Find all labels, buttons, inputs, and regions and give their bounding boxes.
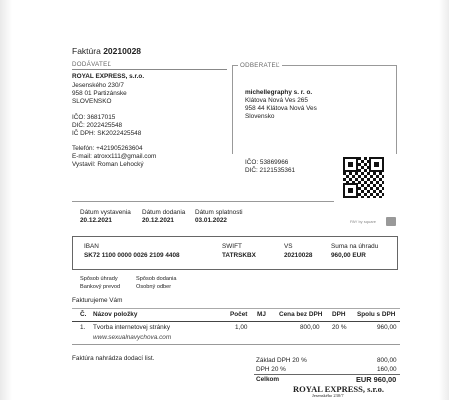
invoice-title: Faktúra 20210028 xyxy=(72,46,142,56)
due-date: 03.01.2022 xyxy=(195,217,227,224)
invoice-number: 20210028 xyxy=(103,46,142,56)
due-date-label: Dátum splatnosti xyxy=(195,209,243,216)
page-shadow-left xyxy=(0,0,12,400)
delivery-method-label: Spôsob dodania xyxy=(136,276,177,282)
row-vat: 20 % xyxy=(332,324,347,331)
vat-value: 160,00 xyxy=(377,366,397,373)
supplier-icdph: IČ DPH: SK2022425548 xyxy=(72,130,142,137)
supplier-issued-by: Vystavil: Roman Lehocký xyxy=(72,161,144,168)
delivery-date-label: Dátum dodania xyxy=(142,209,186,216)
supplier-name: ROYAL EXPRESS, s.r.o. xyxy=(72,73,145,80)
supplier-country: SLOVENSKO xyxy=(72,98,112,105)
row-price: 800,00 xyxy=(300,324,320,331)
col-total: Spolu s DPH xyxy=(357,311,396,318)
customer-country: Slovensko xyxy=(245,113,275,120)
delivery-note: Faktúra nahrádza dodací list. xyxy=(72,355,155,362)
dates-divider xyxy=(72,201,334,202)
table-bottom-line xyxy=(72,344,400,345)
supplier-email: E-mail: atroxx111@gmail.com xyxy=(72,153,157,160)
amount-label: Suma na úhradu xyxy=(331,243,379,250)
supplier-street: Jesenského 230/7 xyxy=(72,82,124,89)
customer-ico: IČO: 53869966 xyxy=(245,159,289,166)
qr-code xyxy=(343,157,384,198)
customer-street: Klátova Nová Ves 265 xyxy=(245,97,308,104)
row-qty: 1,00 xyxy=(235,324,248,331)
company-stamp-address: Jesenského 230/7 xyxy=(312,393,344,398)
swift-label: SWIFT xyxy=(222,243,242,250)
delivery-method: Osobný odber xyxy=(136,284,172,290)
vs-value: 20210028 xyxy=(284,252,313,259)
vat-label: DPH 20 % xyxy=(256,366,286,373)
col-no: Č. xyxy=(80,311,87,318)
col-qty: Počet xyxy=(230,311,248,318)
issue-date: 20.12.2021 xyxy=(80,217,112,224)
iban-value: SK72 1100 0000 0026 2109 4408 xyxy=(84,252,180,259)
iban-label: IBAN xyxy=(84,243,99,250)
supplier-ico: IČO: 36817015 xyxy=(72,114,116,121)
row-subtext: www.sexualnavychova.com xyxy=(93,334,172,341)
page-shadow-right xyxy=(439,0,449,400)
vat-base-label: Základ DPH 20 % xyxy=(256,357,307,364)
supplier-city: 958 01 Partizánske xyxy=(72,90,127,97)
swift-value: TATRSKBX xyxy=(222,252,256,259)
total-value: EUR 960,00 xyxy=(356,375,397,384)
pay-by-square-icon xyxy=(386,217,396,226)
amount-value: 960,00 EUR xyxy=(331,252,366,259)
supplier-label: DODÁVATEĽ xyxy=(72,61,112,68)
supplier-phone: Telefón: +421905263604 xyxy=(72,145,143,152)
company-stamp: ROYAL EXPRESS, s.r.o. xyxy=(293,384,385,394)
total-label: Celkom xyxy=(256,376,280,383)
col-unit: MJ xyxy=(257,311,266,318)
issue-date-label: Dátum vystavenia xyxy=(80,209,131,216)
vat-base-value: 800,00 xyxy=(377,357,397,364)
customer-name: michellegraphy s. r. o. xyxy=(245,89,313,96)
pay-by-square-label: PAY by square xyxy=(350,219,377,224)
customer-city: 958 44 Klátova Nová Ves xyxy=(245,105,317,112)
delivery-date: 20.12.2021 xyxy=(142,217,174,224)
col-vat: DPH xyxy=(332,311,346,318)
intro-text: Fakturujeme Vám xyxy=(72,297,123,304)
table-header-line xyxy=(72,321,400,322)
col-price: Cena bez DPH xyxy=(279,311,323,318)
customer-label: ODBERATEĽ xyxy=(240,62,280,69)
row-name: Tvorba internetovej stránky xyxy=(93,324,171,331)
col-name: Názov položky xyxy=(93,311,138,318)
customer-dic: DIČ: 2121535361 xyxy=(245,167,296,174)
payment-method-label: Spôsob úhrady xyxy=(80,276,118,282)
supplier-dic: DIČ: 2022425548 xyxy=(72,122,123,129)
vs-label: VS xyxy=(284,243,293,250)
table-top-line xyxy=(72,308,400,309)
row-no: 1. xyxy=(80,324,86,331)
payment-method: Bankový prevod xyxy=(80,284,121,290)
row-total: 960,00 xyxy=(377,324,397,331)
supplier-divider xyxy=(72,69,227,70)
